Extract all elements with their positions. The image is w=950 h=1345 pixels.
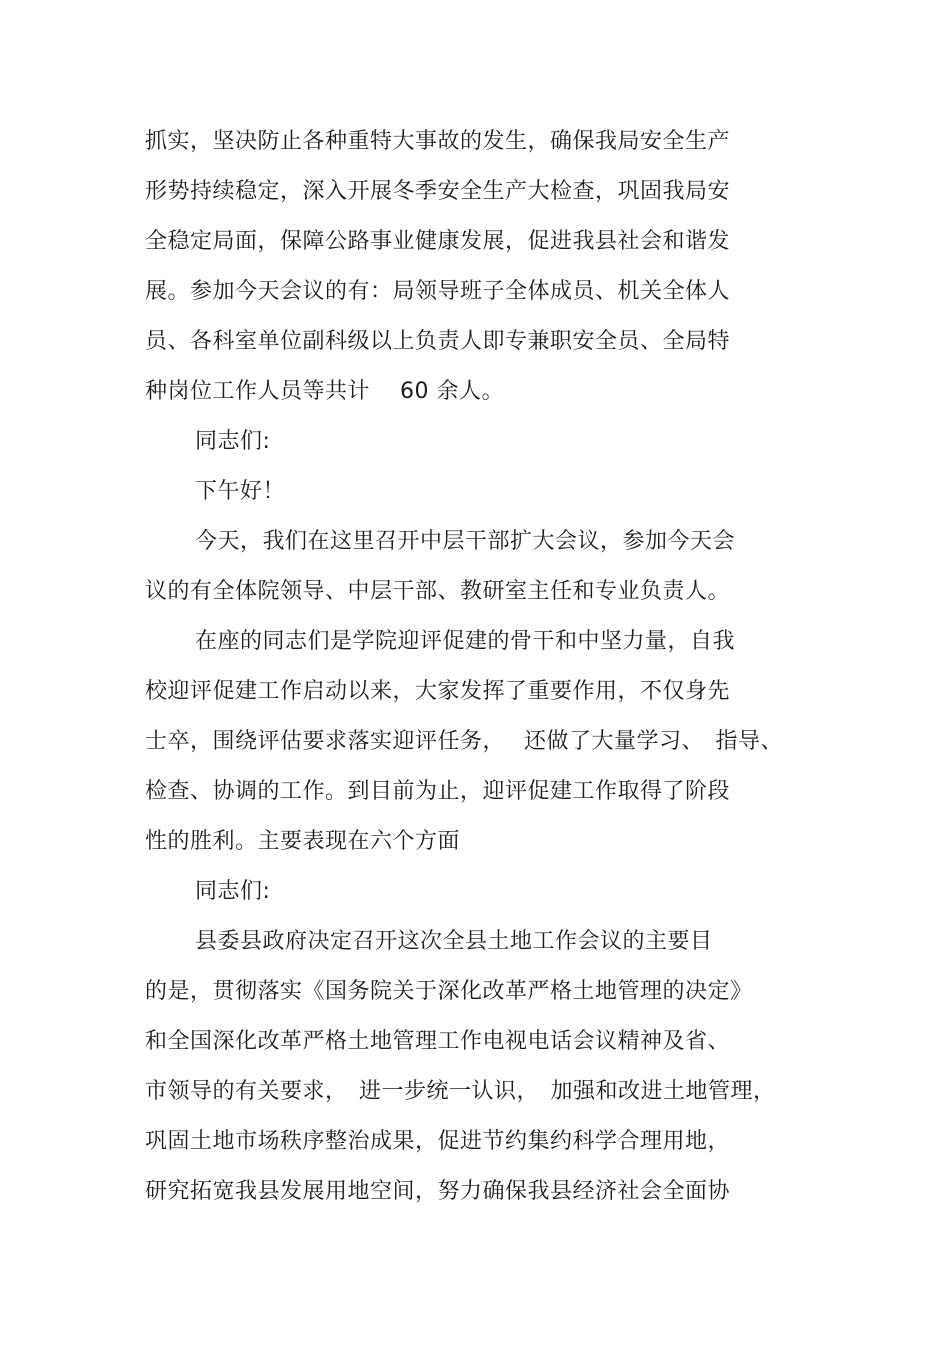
greeting: 下午好！ <box>195 479 286 504</box>
text-line: 议的有全体院领导、中层干部、教研室主任和专业负责人。 <box>145 579 731 604</box>
text-line: 全稳定局面，保障公路事业健康发展，促进我县社会和谐发 <box>145 229 731 254</box>
text-line: 抓实，坚决防止各种重特大事故的发生，确保我局安全生产 <box>145 129 731 154</box>
salutation: 同志们: <box>195 429 271 454</box>
text-line: 巩固土地市场秩序整治成果，促进节约集约科学合理用地， <box>145 1129 731 1154</box>
text-line: 检查、协调的工作。到目前为止，迎评促建工作取得了阶段 <box>145 779 731 804</box>
text-line: 市领导的有关要求， 进一步统一认识， 加强和改进土地管理， <box>145 1079 776 1104</box>
text-line: 研究拓宽我县发展用地空间，努力确保我县经济社会全面协 <box>145 1179 731 1204</box>
text-line: 员、各科室单位副科级以上负责人即专兼职安全员、全局特 <box>145 329 731 354</box>
paragraph-start: 今天，我们在这里召开中层干部扩大会议，参加今天会 <box>195 529 736 554</box>
text-line: 的是，贯彻落实《国务院关于深化改革严格土地管理的决定》 <box>145 979 753 1004</box>
text-line: 士卒，围绕评估要求落实迎评任务， 还做了大量学习、 指导、 <box>145 729 783 754</box>
paragraph-start: 县委县政府决定召开这次全县土地工作会议的主要目 <box>195 929 713 954</box>
paragraph-start: 在座的同志们是学院迎评促建的骨干和中坚力量，自我 <box>195 629 736 654</box>
text-line: 种岗位工作人员等共计 60 余人。 <box>145 379 504 404</box>
text-line: 校迎评促建工作启动以来，大家发挥了重要作用，不仅身先 <box>145 679 731 704</box>
salutation: 同志们: <box>195 879 271 904</box>
text-line: 形势持续稳定，深入开展冬季安全生产大检查，巩固我局安 <box>145 179 731 204</box>
text-line: 性的胜利。主要表现在六个方面 <box>145 829 461 854</box>
text-line: 和全国深化改革严格土地管理工作电视电话会议精神及省、 <box>145 1029 731 1054</box>
text-line: 展。参加今天会议的有：局领导班子全体成员、机关全体人 <box>145 279 731 304</box>
